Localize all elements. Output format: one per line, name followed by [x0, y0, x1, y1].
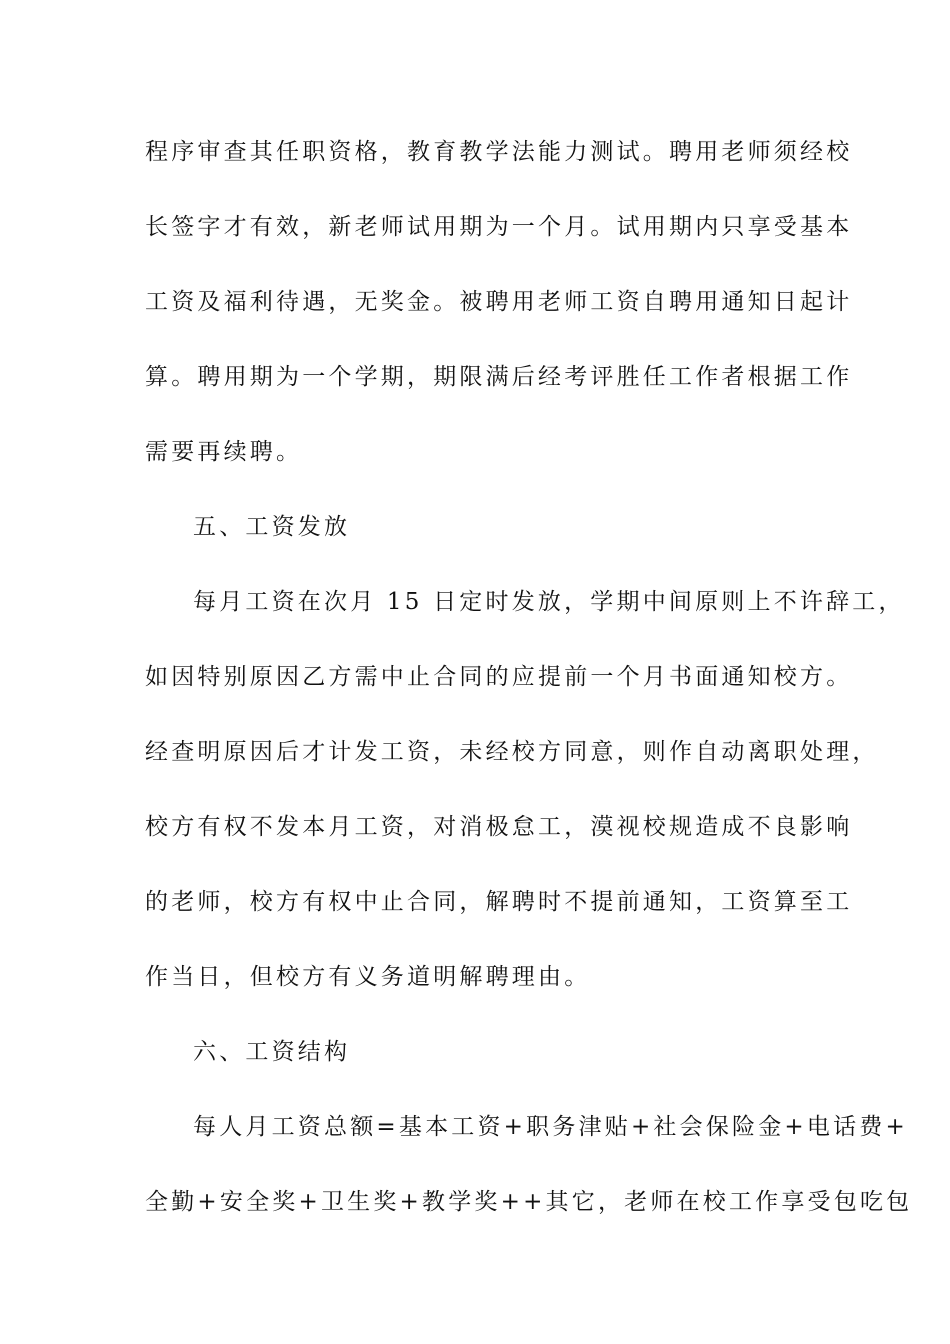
- text-line-4: 算。聘用期为一个学期，期限满后经考评胜任工作者根据工作: [145, 364, 853, 390]
- text-line-7: 每月工资在次月 15 日定时发放，学期中间原则上不许辞工，: [193, 589, 905, 615]
- text-line-11: 的老师，校方有权中止合同，解聘时不提前通知，工资算至工: [145, 889, 853, 915]
- section-heading-wage-structure: 六、工资结构: [193, 1039, 351, 1065]
- text-line-5: 需要再续聘。: [145, 439, 303, 465]
- text-line-3: 工资及福利待遇，无奖金。被聘用老师工资自聘用通知日起计: [145, 289, 853, 315]
- text-line-1: 程序审查其任职资格，教育教学法能力测试。聘用老师须经校: [145, 139, 853, 165]
- text-line-8: 如因特别原因乙方需中止合同的应提前一个月书面通知校方。: [145, 664, 853, 690]
- section-heading-wage-payment: 五、工资发放: [193, 514, 351, 540]
- text-line-15: 全勤+安全奖+卫生奖+教学奖++其它，老师在校工作享受包吃包: [145, 1189, 913, 1215]
- text-line-10: 校方有权不发本月工资，对消极怠工，漠视校规造成不良影响: [145, 814, 853, 840]
- text-line-12: 作当日，但校方有义务道明解聘理由。: [145, 964, 591, 990]
- text-line-9: 经查明原因后才计发工资，未经校方同意，则作自动离职处理，: [145, 739, 879, 765]
- text-line-2: 长签字才有效，新老师试用期为一个月。试用期内只享受基本: [145, 214, 853, 240]
- document-body: [145, 132, 913, 1257]
- text-line-14: 每人月工资总额=基本工资+职务津贴+社会保险金+电话费+: [193, 1114, 908, 1140]
